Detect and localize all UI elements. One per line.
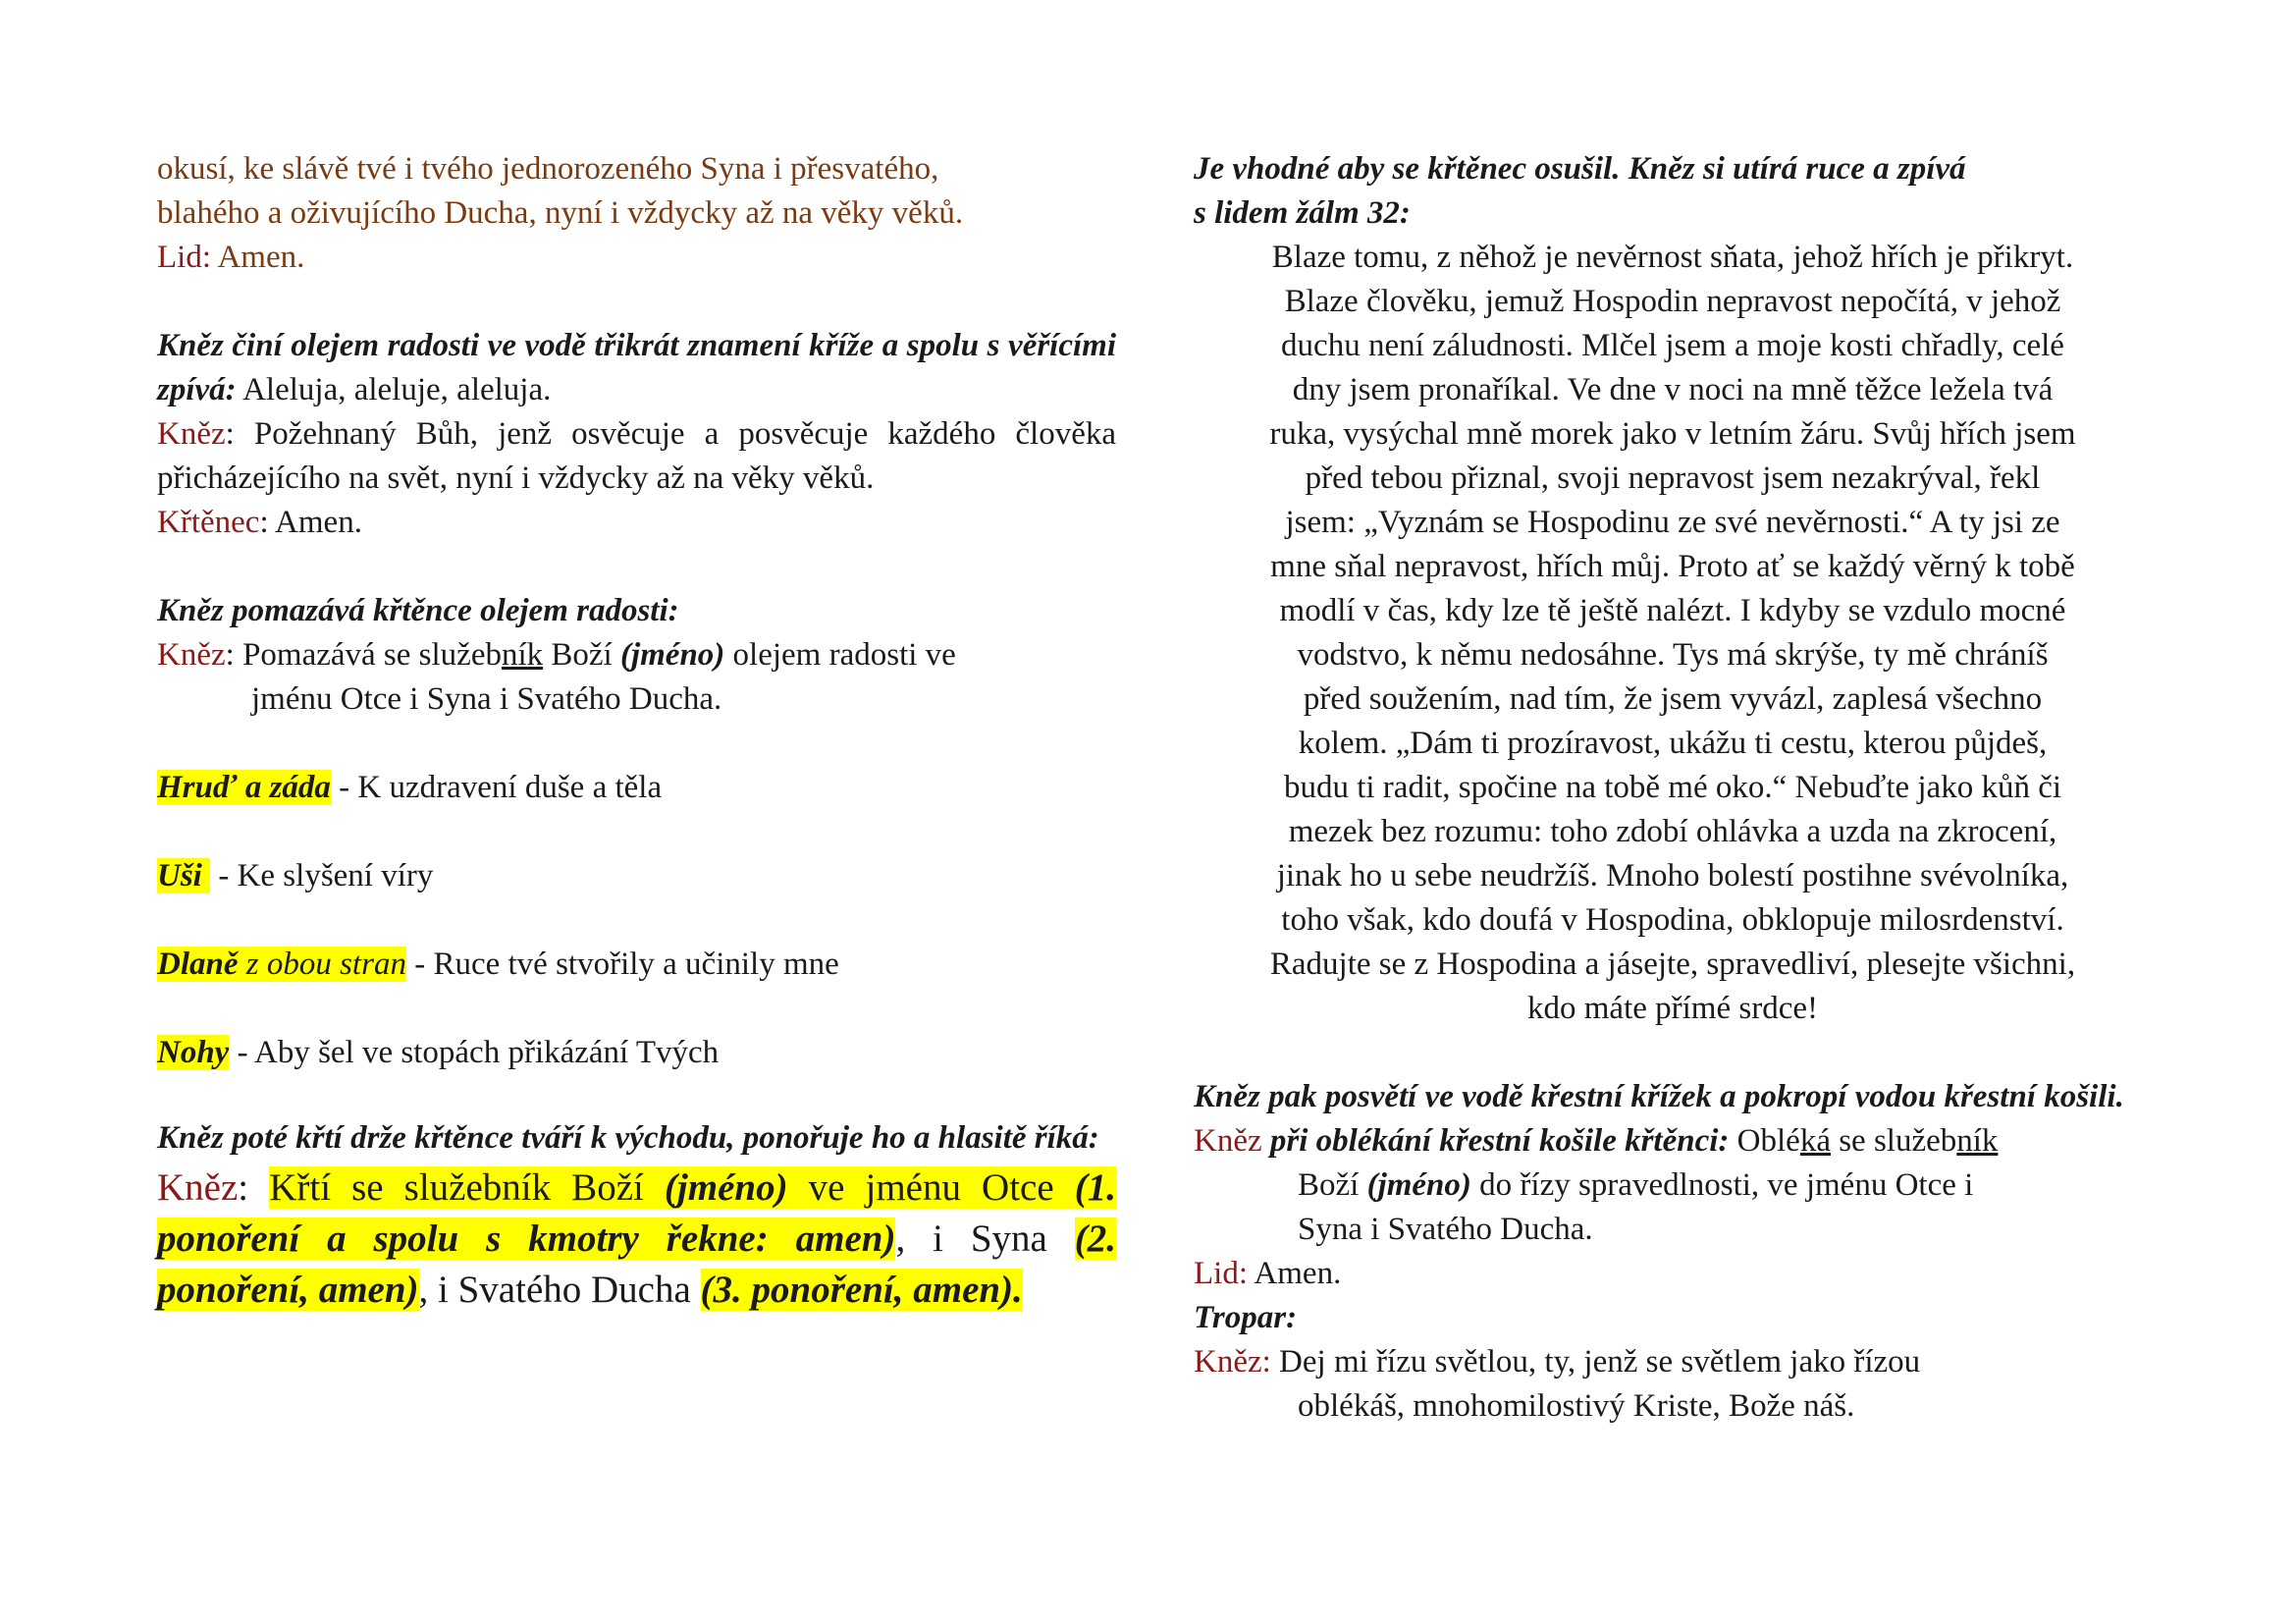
psalm-line: kolem. „Dám ti prozíravost, ukážu ti cestu, kterou půjdeš,: [1298, 726, 2048, 761]
prayer-line: blahého a oživujícího Ducha, nyní i vždycky až na věky věků.: [157, 195, 964, 231]
tropar-line-2: oblékáš, mnohomilostivý Kriste, Bože náš.: [1298, 1388, 1855, 1424]
text-segment: ká: [1799, 1123, 1831, 1159]
psalm-line: mne sňal nepravost, hřích můj. Proto ať se každý věrný k tobě: [1270, 549, 2075, 584]
prayer-line: okusí, ke slávě tvé i tvého jednorozeného Syna i přesvatého,: [157, 151, 939, 187]
psalm-line: dny jsem pronaříkal. Ve dne v noci na mně těžce ležela tvá: [1292, 372, 2054, 407]
text-segment: Dej mi řízu světlou, ty, jenž se světlem jako řízou: [1270, 1344, 1921, 1380]
body-parts-list: [157, 766, 1116, 1075]
text-segment: , i Syna: [895, 1218, 1075, 1260]
psalm-line: modlí v čas, kdy lze tě ještě nalézt. I kdyby se vzdulo mocné: [1279, 593, 2066, 628]
psalm-line: toho však, kdo doufá v Hospodina, obklopuje milosrdenství.: [1281, 902, 2064, 938]
response-text: Amen.: [1248, 1256, 1342, 1291]
body-part-label: Uši: [157, 858, 202, 893]
body-part-label: Nohy: [157, 1035, 230, 1070]
text-segment: , i Svatého Ducha: [418, 1269, 701, 1311]
psalm-line: jinak ho u sebe neudržíš. Mnoho bolestí postihne svévolníka,: [1276, 858, 2069, 893]
speaker-label: Kněz: [1194, 1123, 1262, 1159]
speaker-label: Kněz: [157, 637, 226, 673]
response-line: Křtěnec: Amen.: [157, 505, 362, 540]
oil-section: [157, 324, 1116, 545]
text-segment: ve jménu Otce: [787, 1166, 1075, 1209]
body-part-ext: z obou stran: [238, 947, 406, 982]
psalm-line: duchu není záludnosti. Mlčel jsem a moje kosti chřadly, celé: [1281, 328, 2064, 363]
text-segment: Boží: [543, 637, 620, 673]
psalm-line: Blaze člověku, jemuž Hospodin nepravost nepočítá, v jehož: [1284, 284, 2061, 319]
chant-text: Aleluja, aleluje, aleluja.: [242, 372, 552, 407]
robe-line-3: Syna i Svatého Ducha.: [1298, 1212, 1593, 1247]
right-column: [1194, 147, 2152, 1429]
psalm-section: [1194, 147, 2152, 1031]
rubric: Kněz činí olejem radosti ve vodě třikrát znamení kříže a spolu s věřícími zpívá:: [157, 328, 1116, 407]
text-segment: do řízy spravedlnosti, ve jménu Otce i: [1470, 1167, 1974, 1203]
body-part-text: - Ke slyšení víry: [210, 858, 434, 893]
immersion-note: (1. ponoření a spolu s kmotry řekne: amen): [157, 1166, 1116, 1260]
body-part-text: - Aby šel ve stopách přikázání Tvých: [229, 1035, 720, 1070]
psalm-line: kdo máte přímé srdce!: [1527, 991, 1818, 1026]
robe-line-2: [1194, 1164, 2152, 1208]
psalm-line: ruka, vysýchal mně morek jako v letním žáru. Svůj hřích jsem: [1269, 416, 2076, 452]
text-segment: se služeb: [1830, 1123, 1957, 1159]
rubric: při oblékání křestní košile křtěnci:: [1261, 1123, 1730, 1159]
psalm-line: jsem: „Vyznám se Hospodinu ze své nevěrnosti.“ A ty jsi ze: [1285, 505, 2060, 540]
immersion-note: (3. ponoření, amen).: [700, 1269, 1023, 1311]
response-line: [1194, 1252, 2152, 1296]
psalm-line: Radujte se z Hospodina a jásejte, spravedliví, plesejte všichni,: [1269, 947, 2076, 982]
text-segment: Pomazává se služeb: [242, 637, 502, 673]
oil-rubric-paragraph: [157, 324, 1116, 412]
opening-prayer: [157, 147, 1116, 280]
body-part-text: - Ruce tvé stvořily a učinily mne: [405, 947, 839, 982]
blessing-paragraph: Kněz: Požehnaný Bůh, jenž osvěcuje a posvěcuje každého člověka přicházejícího na svět, nyní i vždycky až na věky věků.: [157, 416, 1117, 496]
speaker-label: Lid:: [1194, 1256, 1248, 1291]
response-text: Amen.: [275, 505, 362, 540]
rubric: s lidem žálm 32:: [1194, 195, 1411, 231]
anoint-line: Kněz: Pomazává se služebník Boží (jméno) olejem radosti ve: [157, 637, 956, 673]
left-column: [157, 147, 1116, 1316]
body-part-item: [157, 1031, 1116, 1075]
psalm-line: Blaze tomu, z něhož je nevěrnost sňata, jehož hřích je přikryt.: [1271, 240, 2074, 275]
speaker-label: Kněz: [157, 416, 226, 452]
rubric: Kněz poté křtí drže křtěnce tváří k východu, ponořuje ho a hlasitě říká:: [157, 1120, 1099, 1156]
tropar-label: Tropar:: [1194, 1300, 1298, 1335]
psalm-line: vodstvo, k němu nedosáhne. Tys má skrýše, ty mě chráníš: [1297, 637, 2049, 673]
tropar-section: [1194, 1296, 2152, 1429]
blessing-text: Požehnaný Bůh, jenž osvěcuje a posvěcuje každého člověka přicházejícího na svět, nyní i vždycky až na věky věků.: [157, 416, 1117, 496]
speaker-label: Kněz:: [1194, 1344, 1271, 1380]
anoint-line-2: jménu Otce i Syna i Svatého Ducha.: [251, 681, 722, 717]
psalm-line: před soužením, nad tím, že jsem vyvázl, zaplesá všechno: [1303, 681, 2043, 717]
baptism-section: [157, 1116, 1116, 1316]
body-part-label: Dlaně: [157, 947, 239, 982]
response-line: Lid: Amen.: [157, 240, 305, 275]
tropar-line: [1194, 1340, 2152, 1384]
body-part-item: [157, 766, 1116, 810]
text-segment: Křtí se služebník Boží: [269, 1166, 665, 1209]
name-placeholder: (jméno): [619, 637, 725, 673]
robe-section: [1194, 1119, 2152, 1252]
speaker-label: Křtěnec: [157, 505, 260, 540]
text-segment: Boží: [1298, 1167, 1367, 1203]
rubric: Kněz pomazává křtěnce olejem radosti:: [157, 593, 679, 628]
body-part-item: [157, 943, 1116, 987]
immersion-note: (2. ponoření, amen): [157, 1218, 1116, 1311]
name-placeholder: (jméno): [1366, 1167, 1471, 1203]
cross-section: [1194, 1075, 2152, 1119]
name-placeholder: (jméno): [664, 1166, 788, 1209]
body-part-label: Hruď a záda: [157, 770, 331, 805]
body-part-item: [157, 854, 1116, 898]
speaker-label: Lid: [157, 240, 202, 275]
text-segment: Oblé: [1729, 1123, 1800, 1159]
text-segment: ník: [1956, 1123, 1999, 1159]
text-segment: olejem radosti ve: [724, 637, 956, 673]
text-segment: ník: [501, 637, 544, 673]
speaker-label: Kněz: [157, 1166, 239, 1209]
psalm-line: budu ti radit, spočine na tobě mé oko.“ Nebuďte jako kůň či: [1283, 770, 2062, 805]
anoint-section: [157, 589, 1116, 722]
response-text: Amen.: [217, 240, 305, 275]
rubric: Je vhodné aby se křtěnec osušil. Kněz si utírá ruce a zpívá: [1194, 151, 1966, 187]
psalm-line: mezek bez rozumu: toho zdobí ohlávka a uzda na zkrocení,: [1288, 814, 2057, 849]
baptism-formula: Kněz: Křtí se služebník Boží (jméno) ve jménu Otce (1. ponoření a spolu s kmotry řekne: amen), i Syna (2. ponoření, amen), i Svatého Ducha (3. ponoření, amen).: [157, 1166, 1116, 1311]
rubric: Kněz pak posvětí ve vodě křestní křížek a pokropí vodou křestní košili.: [1194, 1079, 2124, 1114]
robe-line: [1194, 1119, 2152, 1164]
lid-response: [1194, 1252, 2152, 1296]
psalm-text: [1194, 236, 2152, 1031]
body-part-text: - K uzdravení duše a těla: [330, 770, 663, 805]
psalm-line: před tebou přiznal, svoji nepravost jsem nezakrýval, řekl: [1305, 460, 2041, 496]
